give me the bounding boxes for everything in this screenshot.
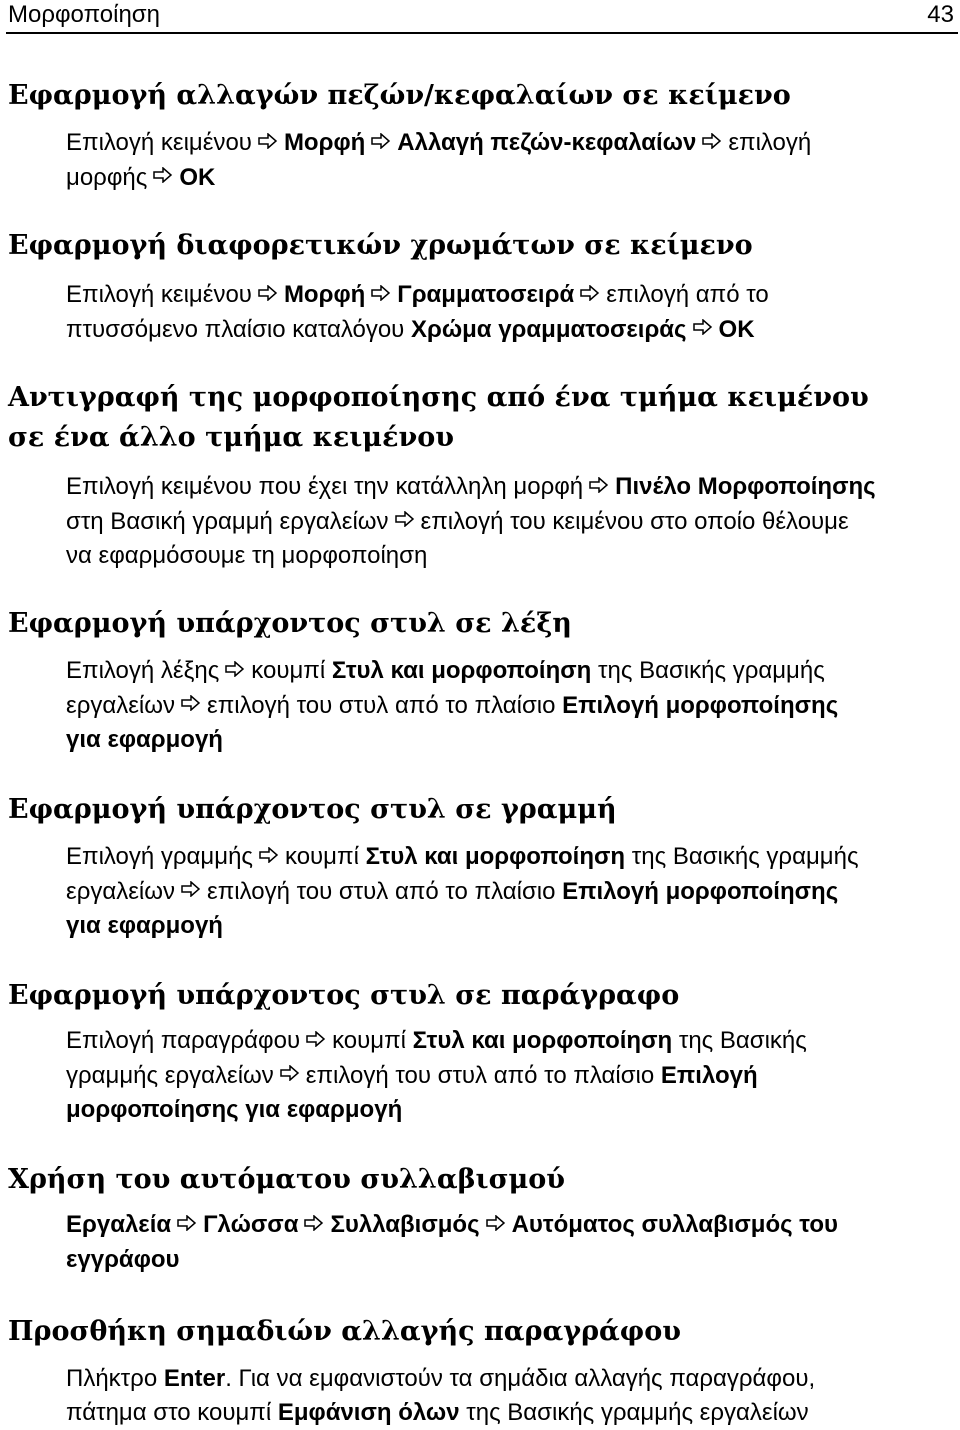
arrow-icon [589,469,609,503]
text: Επιλογή κειμένου [66,281,252,308]
arrow-icon [486,1207,506,1241]
section-body [66,126,958,195]
text: Επιλογή κειμένου [66,129,252,156]
arrow-icon [371,125,391,159]
text: εργαλείων [66,691,175,719]
text: επιλογή του στυλ από το πλαίσιο [207,877,556,905]
apply-style-label: Επιλογή μορφοποίησης [562,691,839,719]
text: μορφής [66,163,148,191]
text: επιλογή του κειμένου στο οποίο θέλουμε [420,507,849,535]
menu-item-format: Μορφή [283,129,366,156]
text: της Βασικής γραμμής [631,843,859,870]
header-title: Μορφοποίηση [8,1,160,28]
arrow-icon [225,653,245,687]
text: επιλογή [728,129,812,156]
text: επιλογή του στυλ από το πλαίσιο [305,1061,655,1089]
section-body [66,470,958,573]
text: επιλογή του στυλ από το πλαίσιο [207,691,556,719]
arrow-icon [693,311,713,345]
section-heading: Εφαρμογή υπάρχοντος στυλ σε γραμμή [8,794,617,825]
text: στη Βασική γραμμή εργαλείων [66,507,389,535]
section-heading: Προσθήκη σημαδιών αλλαγής παραγράφου [8,1316,681,1347]
show-all-label: Εμφάνιση όλων [277,1399,460,1426]
section-heading-line-2: σε ένα άλλο τμήμα κειμένου [8,422,454,453]
styles-formatting-label: Στυλ και μορφοποίηση [331,657,592,684]
text: της Βασικής γραμμής εργαλείων [466,1399,809,1426]
arrow-icon [395,503,415,537]
apply-style-label-cont: για εφαρμογή [66,912,223,940]
arrow-icon [181,687,201,721]
format-painter-label: Πινέλο Μορφοποίησης [615,473,876,500]
arrow-icon [177,1207,197,1241]
text: πτυσσόμενο πλαίσιο καταλόγου [66,315,405,343]
text: . Για να εμφανιστούν τα σημάδια αλλαγής παραγράφου, [225,1365,816,1392]
arrow-icon [153,159,173,193]
arrow-icon [280,1057,300,1091]
arrow-icon [306,1023,326,1057]
text: Επιλογή παραγράφου [66,1027,301,1054]
text: να εφαρμόσουμε τη μορφοποίηση [66,542,428,570]
menu-item-font: Γραμματοσειρά [397,281,575,308]
apply-style-label: Επιλογή μορφοποίησης [562,877,839,905]
section-heading: Εφαρμογή υπάρχοντος στυλ σε παράγραφο [8,980,680,1011]
section-body [66,840,958,943]
text: κουμπί [251,657,326,684]
arrow-icon [258,277,278,311]
text: Επιλογή γραμμής [66,843,253,870]
page-header [6,0,958,34]
enter-key-label: Enter [163,1365,226,1392]
text: της Βασικής γραμμής [598,657,825,684]
apply-style-label: Επιλογή [660,1061,758,1089]
section-body [66,1362,958,1430]
auto-hyphenation-label-cont: εγγράφου [66,1245,180,1273]
arrow-icon [580,277,600,311]
text: Πλήκτρο [66,1365,158,1392]
text: Επιλογή κειμένου που έχει την κατάλληλη μορφή [66,473,584,500]
apply-style-label-cont: μορφοποίησης για εφαρμογή [66,1096,403,1124]
text: γραμμής εργαλείων [66,1061,274,1089]
apply-style-label-cont: για εφαρμογή [66,726,223,754]
styles-formatting-label: Στυλ και μορφοποίηση [365,843,626,870]
section-body [66,654,958,757]
arrow-icon [304,1207,324,1241]
menu-item-tools: Εργαλεία [66,1211,172,1238]
font-color-label: Χρώμα γραμματοσειράς [410,315,687,343]
section-heading-line-1: Αντιγραφή της μορφοποίησης από ένα τμήμα κειμένου [8,382,869,413]
section-heading: Εφαρμογή διαφορετικών χρωμάτων σε κείμενο [8,230,753,261]
auto-hyphenation-label: Αυτόματος συλλαβισμός του [511,1211,838,1238]
section-heading: Εφαρμογή αλλαγών πεζών/κεφαλαίων σε κείμενο [8,80,791,111]
arrow-icon [259,839,279,873]
text: της Βασικής [678,1027,807,1054]
section-heading: Εφαρμογή υπάρχοντος στυλ σε λέξη [8,608,572,639]
menu-item-hyphenation: Συλλαβισμός [330,1211,480,1238]
text: εργαλείων [66,877,175,905]
arrow-icon [258,125,278,159]
styles-formatting-label: Στυλ και μορφοποίηση [412,1027,673,1054]
arrow-icon [702,125,722,159]
menu-item-language: Γλώσσα [203,1211,299,1238]
section-body [66,278,958,347]
arrow-icon [371,277,391,311]
section-body [66,1208,958,1277]
page-number: 43 [927,1,954,28]
section-heading: Χρήση του αυτόματου συλλαβισμού [8,1164,566,1195]
text: πάτημα στο κουμπί [66,1399,272,1426]
text: επιλογή από το [606,281,769,308]
arrow-icon [181,873,201,907]
text: κουμπί [332,1027,406,1054]
ok-label: OK [179,163,216,191]
text: κουμπί [285,843,359,870]
menu-item-format: Μορφή [283,281,366,308]
text: Επιλογή λέξης [66,657,220,684]
ok-label: OK [718,315,755,343]
menu-item-change-case: Αλλαγή πεζών-κεφαλαίων [397,129,697,156]
section-body [66,1024,958,1127]
